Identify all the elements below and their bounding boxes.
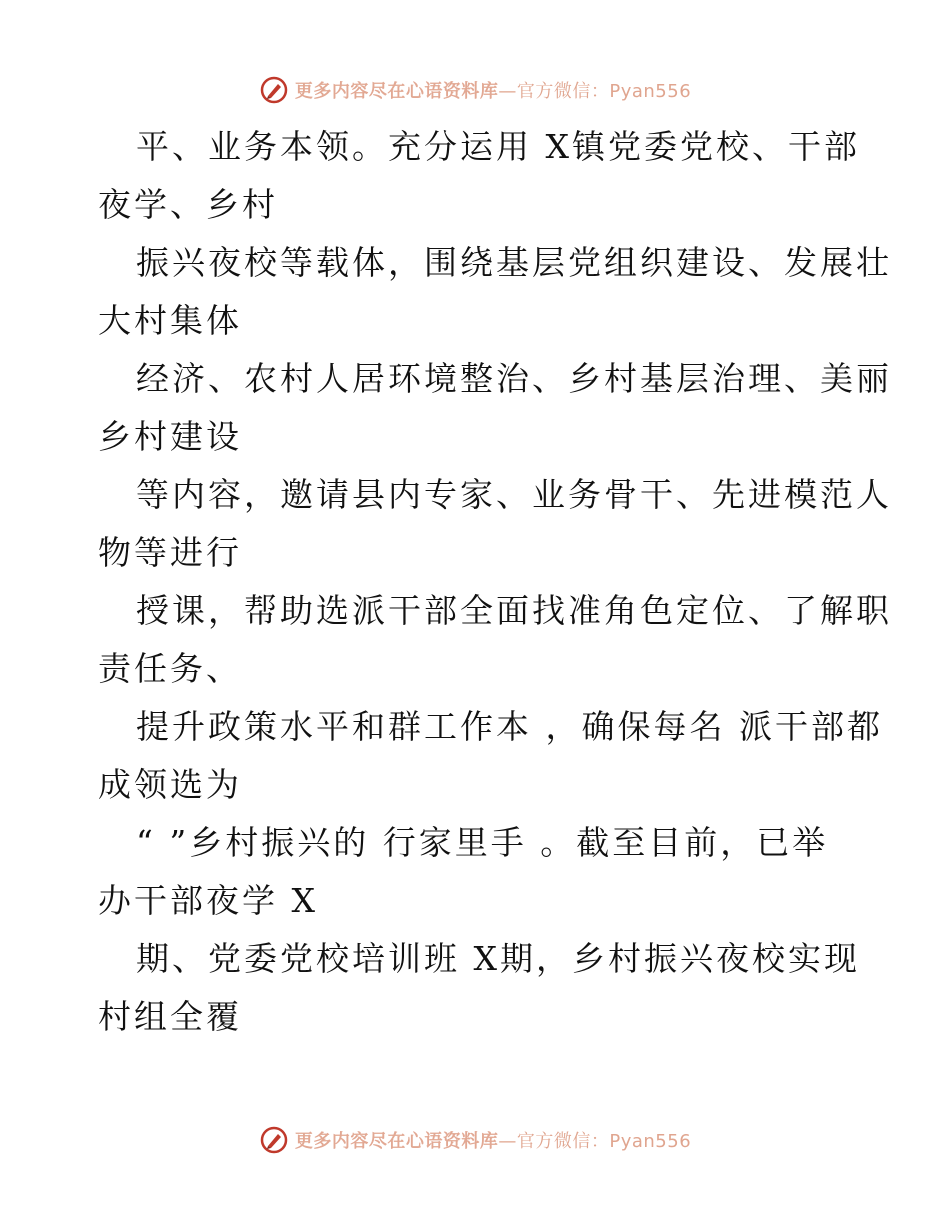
- body-line: 责任务、: [98, 649, 242, 688]
- body-line: 经济、农村人居环境整治、乡村基层治理、美丽: [136, 359, 892, 398]
- body-line: 夜学、乡村: [98, 185, 278, 224]
- watermark-text: [295, 77, 691, 103]
- body-line: 平、业务本领。充分运用 X镇党委党校、干部: [136, 127, 860, 166]
- body-line: 物等进行: [98, 533, 242, 572]
- body-line: 办干部夜学 X: [98, 881, 318, 920]
- body-line: 振兴夜校等载体，围绕基层党组织建设、发展壮: [136, 243, 892, 282]
- watermark-separator: —: [498, 1131, 517, 1152]
- body-line: 大村集体: [98, 301, 242, 340]
- body-line: 等内容，邀请县内专家、业务骨干、先进模范人: [136, 475, 892, 514]
- watermark-separator: —: [498, 81, 517, 102]
- watermark-text: [295, 1127, 691, 1153]
- watermark-suffix: 官方微信：Pyan556: [516, 81, 692, 102]
- body-line: 提升政策水平和群工作本 ，确保每名 派干部都: [136, 707, 883, 746]
- watermark-brand: 更多内容尽在心语资料库: [294, 1131, 499, 1152]
- watermark-group: [259, 1125, 691, 1155]
- body-line: 授课，帮助选派干部全面找准角色定位、了解职: [136, 591, 892, 630]
- pen-logo-icon: [259, 1125, 289, 1155]
- watermark-brand: 更多内容尽在心语资料库: [294, 81, 499, 102]
- body-line: “ ”乡村振兴的 行家里手 。截至目前，已举: [136, 823, 829, 862]
- body-line: 乡村建设: [98, 417, 242, 456]
- watermark-group: [259, 75, 691, 105]
- pen-logo-icon: [259, 75, 289, 105]
- document-body: [98, 118, 892, 1046]
- watermark-suffix: 官方微信：Pyan556: [516, 1131, 692, 1152]
- body-line: 村组全覆: [98, 997, 242, 1036]
- header-watermark: [0, 70, 950, 110]
- body-line: 成领选为: [98, 765, 242, 804]
- footer-watermark: [0, 1120, 950, 1160]
- body-line: 期、党委党校培训班 X期，乡村振兴夜校实现: [136, 939, 860, 978]
